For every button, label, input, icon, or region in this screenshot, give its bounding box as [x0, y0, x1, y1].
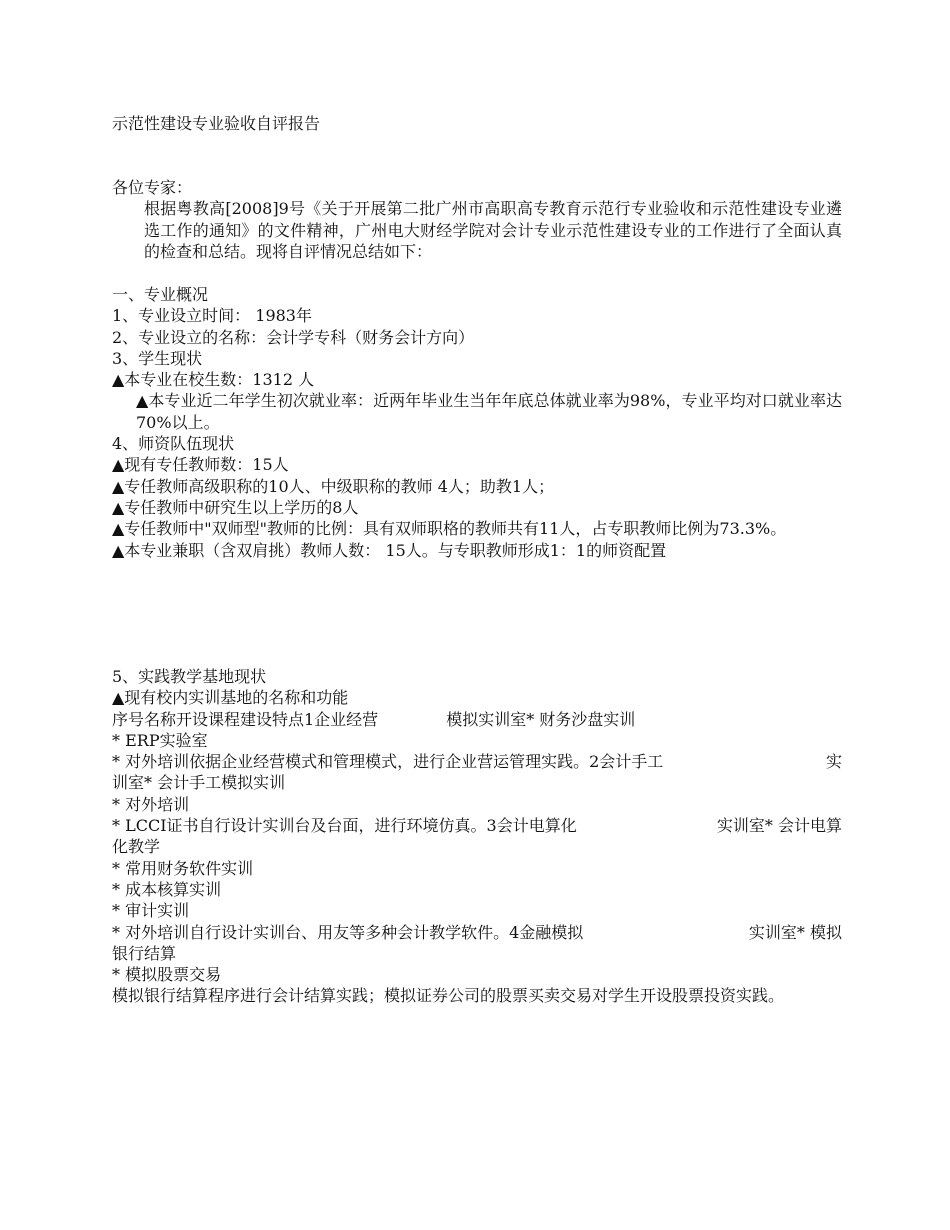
- list-item: 3、学生现状: [112, 348, 203, 368]
- list-item: * 模拟股票交易: [112, 965, 222, 985]
- row-text: 序号名称开设课程建设特点1企业经营: [112, 709, 379, 729]
- list-item: * 对外培训: [112, 794, 190, 814]
- employment-paragraph: ▲本专业近二年学生初次就业率：近两年毕业生当年年底总体就业率为98%，专业平均对口就业率达70%以上。: [136, 391, 842, 432]
- list-item: ▲现有专任教师数：15人: [112, 455, 289, 475]
- list-item: ▲专任教师中研究生以上学历的8人: [112, 497, 359, 517]
- section-heading: 一、专业概况: [112, 285, 209, 304]
- list-item: ▲本专业在校生数：1312 人: [112, 370, 315, 390]
- row-continuation: 训室* 会计手工模拟实训: [112, 773, 286, 793]
- table-row: [112, 751, 842, 772]
- section-practice-base: [112, 666, 842, 1007]
- row-text: * LCCI证书自行设计实训台及台面，进行环境仿真。3会计电算化: [112, 816, 577, 836]
- row-text: 实训室* 模拟: [748, 922, 842, 942]
- list-item: * 审计实训: [112, 901, 190, 921]
- intro-paragraph: 根据粤教高[2008]9号《关于开展第二批广州市高职高专教育示范行专业验收和示范性建设专业遴选工作的通知》的文件精神，广州电大财经学院对会计专业示范性建设专业的工作进行了全面认真的检查和总结。现将自评情况总结如下：: [144, 199, 842, 261]
- dual-ratio-paragraph: ▲专任教师中"双师型"教师的比例：具有双师职格的教师共有11人，占专职教师比例为73.3%。: [112, 519, 787, 539]
- row-text: 模拟实训室* 财务沙盘实训: [446, 709, 636, 729]
- row-continuation: 银行结算: [112, 943, 177, 963]
- list-item: 4、师资队伍现状: [112, 434, 235, 454]
- list-item: * 成本核算实训: [112, 879, 222, 899]
- list-item: ▲专任教师高级职称的10人、中级职称的教师 4人；助教1人；: [112, 476, 555, 496]
- section-overview: [112, 284, 842, 561]
- list-item: 2、专业设立的名称：会计学专科（财务会计方向）: [112, 327, 475, 347]
- row-text: 实: [825, 752, 842, 772]
- row-text: 实训室* 会计电算: [716, 816, 842, 836]
- table-row: [112, 709, 842, 730]
- list-item: ▲现有校内实训基地的名称和功能: [112, 688, 349, 708]
- salutation: 各位专家：: [112, 178, 193, 197]
- row-text: * 对外培训依据企业经营模式和管理模式，进行企业营运管理实践。2会计手工: [112, 752, 664, 772]
- row-text: * 对外培训自行设计实训台、用友等多种会计教学软件。4金融模拟: [112, 922, 584, 942]
- table-row: [112, 815, 842, 836]
- salutation-block: [112, 177, 842, 262]
- report-title: 示范性建设专业验收自评报告: [112, 114, 321, 133]
- row-continuation: 化教学: [112, 837, 161, 857]
- list-item: ▲本专业兼职（含双肩挑）教师人数： 15人。与专职教师形成1：1的师资配置: [112, 540, 667, 560]
- section-heading: 5、实践教学基地现状: [112, 667, 267, 686]
- table-row: [112, 922, 842, 943]
- list-item: * ERP实验室: [112, 730, 208, 750]
- list-item: 1、专业设立时间： 1983年: [112, 306, 312, 326]
- list-item: * 常用财务软件实训: [112, 858, 254, 878]
- closing-paragraph: 模拟银行结算程序进行会计结算实践；模拟证券公司的股票买卖交易对学生开设股票投资实践。: [112, 986, 785, 1006]
